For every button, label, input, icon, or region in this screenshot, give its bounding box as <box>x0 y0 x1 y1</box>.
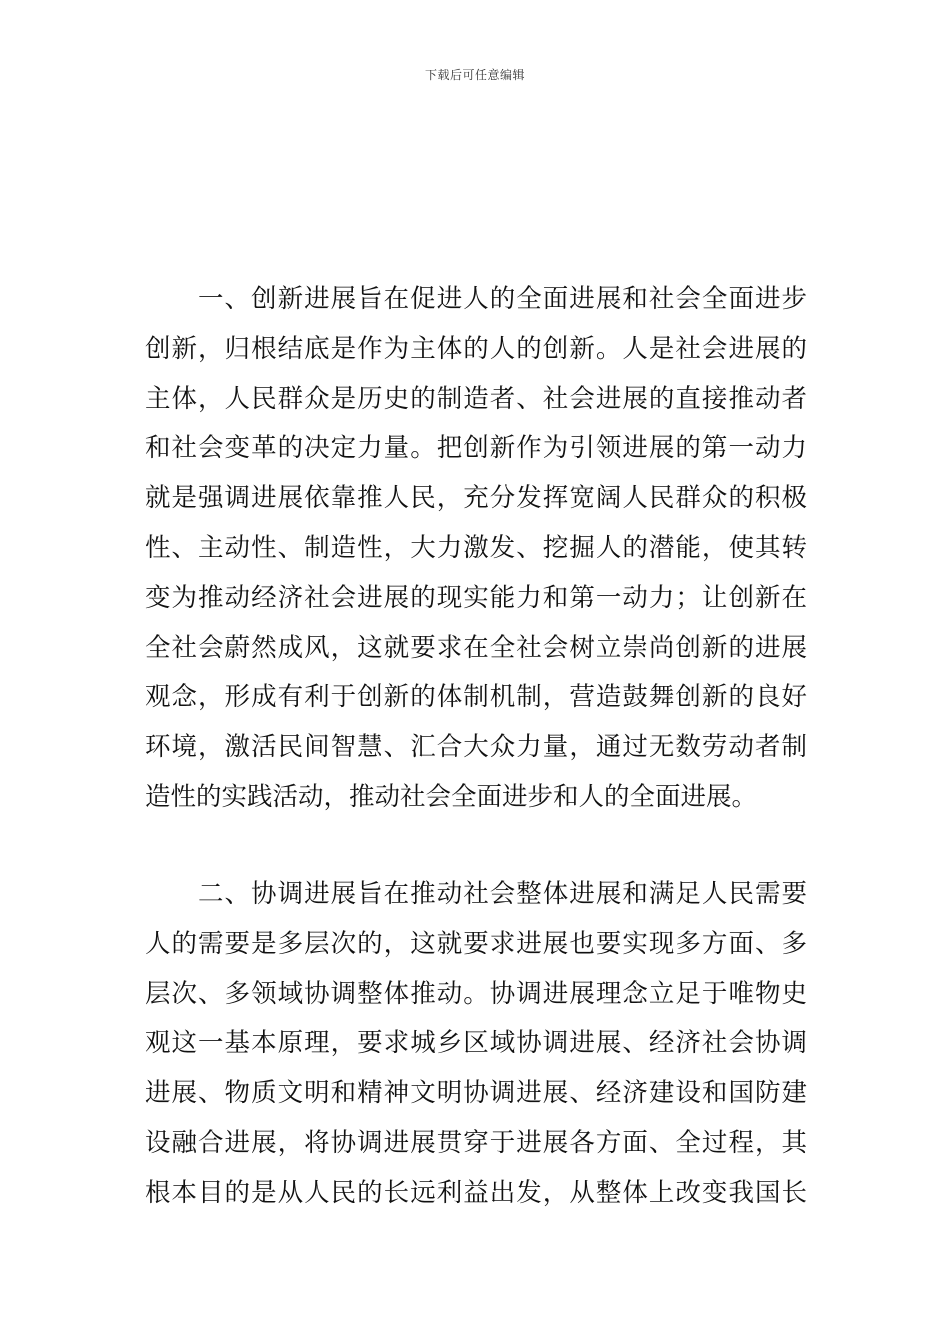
text-line: 性、主动性、制造性，大力激发、挖掘人的潜能，使其转 <box>145 532 807 563</box>
text-line: 二、协调进展旨在推动社会整体进展和满足人民需要 <box>198 879 807 909</box>
text-line: 主体，人民群众是历史的制造者、社会进展的直接推动者 <box>145 383 807 414</box>
text-line: 人的需要是多层次的，这就要求进展也要实现多方面、多 <box>145 928 807 959</box>
header-note: 下载后可任意编辑 <box>424 68 525 82</box>
text-line: 造性的实践活动，推动社会全面进步和人的全面进展。 <box>145 781 758 812</box>
text-line: 和社会变革的决定力量。把创新作为引领进展的第一动力 <box>145 433 807 464</box>
text-line: 全社会蔚然成风，这就要求在全社会树立崇尚创新的进展 <box>145 632 807 663</box>
text-line: 根本目的是从人民的长远利益出发，从整体上改变我国长 <box>145 1177 807 1208</box>
text-line: 一、创新进展旨在促进人的全面进展和社会全面进步 <box>198 284 807 314</box>
text-line: 设融合进展，将协调进展贯穿于进展各方面、全过程，其 <box>145 1127 807 1158</box>
text-line: 环境，激活民间智慧、汇合大众力量，通过无数劳动者制 <box>145 732 807 763</box>
text-line: 就是强调进展依靠推人民，充分发挥宽阔人民群众的积极 <box>145 483 807 514</box>
paragraph <box>145 275 807 823</box>
text-line: 观这一基本原理，要求城乡区域协调进展、经济社会协调 <box>145 1028 807 1059</box>
section-coordination <box>145 870 807 1219</box>
text-line: 创新，归根结底是作为主体的人的创新。人是社会进展的 <box>145 333 807 364</box>
text-line: 层次、多领域协调整体推动。协调进展理念立足于唯物史 <box>145 978 807 1009</box>
text-line: 变为推动经济社会进展的现实能力和第一动力；让创新在 <box>145 582 807 613</box>
paragraph <box>145 870 807 1219</box>
text-line: 观念，形成有利于创新的体制机制，营造鼓舞创新的良好 <box>145 682 807 713</box>
text-line: 进展、物质文明和精神文明协调进展、经济建设和国防建 <box>145 1078 807 1109</box>
section-innovation <box>145 275 807 823</box>
